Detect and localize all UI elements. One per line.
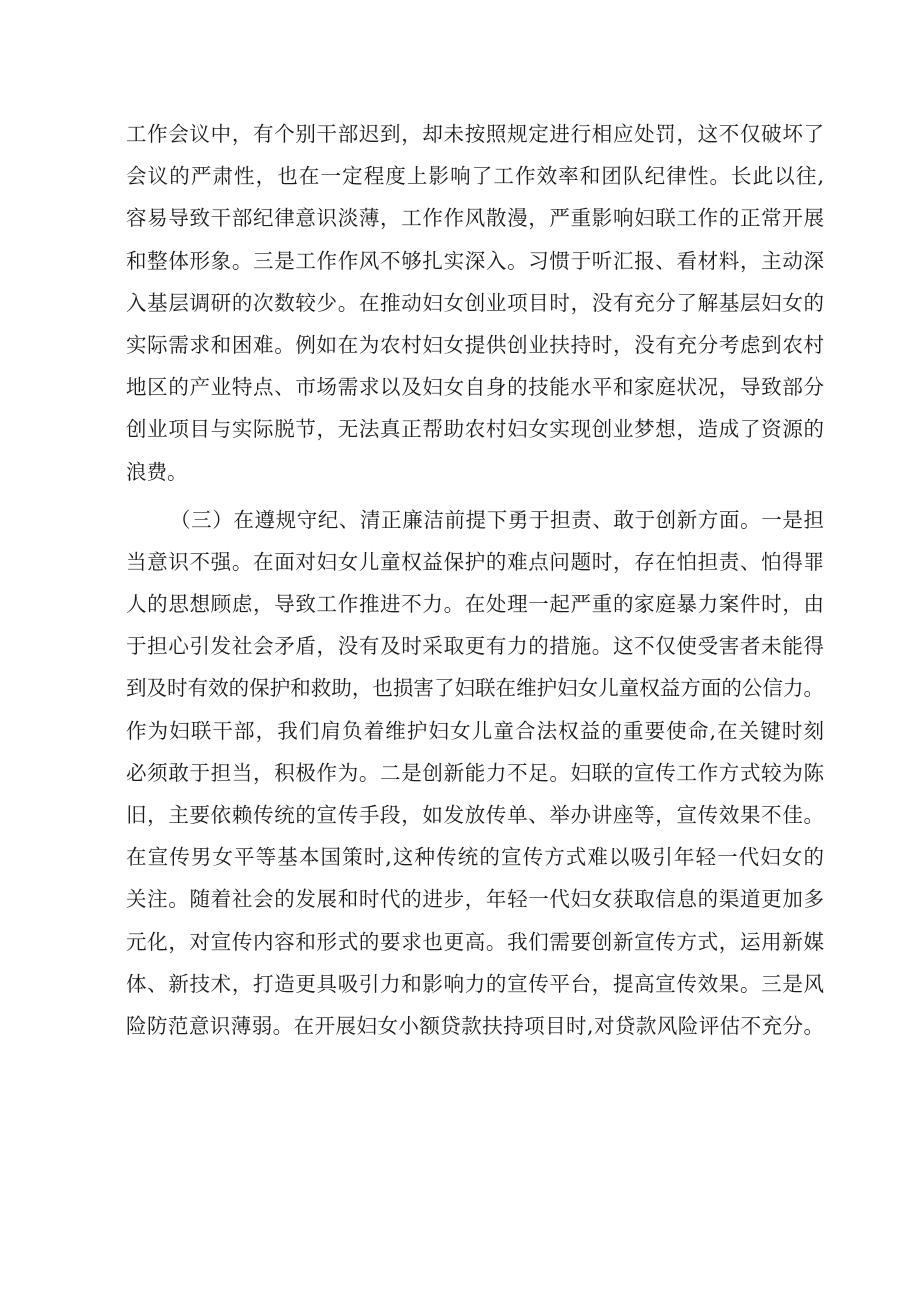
paragraph-line: 工作会议中，有个别干部迟到，却未按照规定进行相应处罚，这不仅破坏了 (126, 122, 824, 146)
paragraph-line: 容易导致干部纪律意识淡薄，工作作风散漫，严重影响妇联工作的正常开展 (126, 206, 824, 231)
paragraph-line: 必须敢于担当，积极作为。二是创新能力不足。妇联的宣传工作方式较为陈 (126, 760, 824, 785)
paragraph-line: 体、新技术，打造更具吸引力和影响力的宣传平台，提高宣传效果。三是风 (126, 971, 824, 996)
paragraph-line: 元化，对宣传内容和形式的要求也更高。我们需要创新宣传方式，运用新媒 (126, 929, 824, 954)
paragraph-line: 险防范意识薄弱。在开展妇女小额贷款扶持项目时,对贷款风险评估不充分。 (126, 1013, 824, 1038)
paragraph-line: 和整体形象。三是工作作风不够扎实深入。习惯于听汇报、看材料，主动深 (126, 248, 824, 273)
paragraph-line: 实际需求和困难。例如在为农村妇女提供创业扶持时，没有充分考虑到农村 (126, 332, 824, 357)
paragraph-line: 创业项目与实际脱节，无法真正帮助农村妇女实现创业梦想，造成了资源的 (126, 417, 824, 442)
paragraph-line: 到及时有效的保护和救助，也损害了妇联在维护妇女儿童权益方面的公信力。 (126, 676, 824, 701)
paragraph-line: 地区的产业特点、市场需求以及妇女自身的技能水平和家庭状况，导致部分 (126, 375, 824, 400)
paragraph-line: （三）在遵规守纪、清正廉洁前提下勇于担责、敢于创新方面。一是担 (170, 507, 824, 532)
paragraph-line: 在宣传男女平等基本国策时,这种传统的宣传方式难以吸引年轻一代妇女的 (126, 845, 824, 870)
paragraph-line: 作为妇联干部，我们肩负着维护妇女儿童合法权益的重要使命,在关键时刻 (126, 718, 824, 743)
paragraph-2 (126, 499, 824, 1047)
paragraph-line: 浪费。 (126, 459, 188, 484)
paragraph-line: 会议的严肃性，也在一定程度上影响了工作效率和团队纪律性。长此以往, (126, 164, 824, 189)
paragraph-line: 入基层调研的次数较少。在推动妇女创业项目时，没有充分了解基层妇女的 (126, 290, 824, 315)
paragraph-line: 于担心引发社会矛盾，没有及时采取更有力的措施。这不仅使受害者未能得 (126, 634, 824, 659)
paragraph-line: 当意识不强。在面对妇女儿童权益保护的难点问题时，存在怕担责、怕得罪 (126, 549, 824, 574)
paragraph-line: 人的思想顾虑，导致工作推进不力。在处理一起严重的家庭暴力案件时，由 (126, 592, 824, 617)
paragraph-line: 旧，主要依赖传统的宣传手段，如发放传单、举办讲座等，宣传效果不佳。 (126, 803, 824, 827)
paragraph-1 (126, 113, 824, 493)
paragraph-line: 关注。随着社会的发展和时代的进步，年轻一代妇女获取信息的渠道更加多 (126, 887, 824, 912)
